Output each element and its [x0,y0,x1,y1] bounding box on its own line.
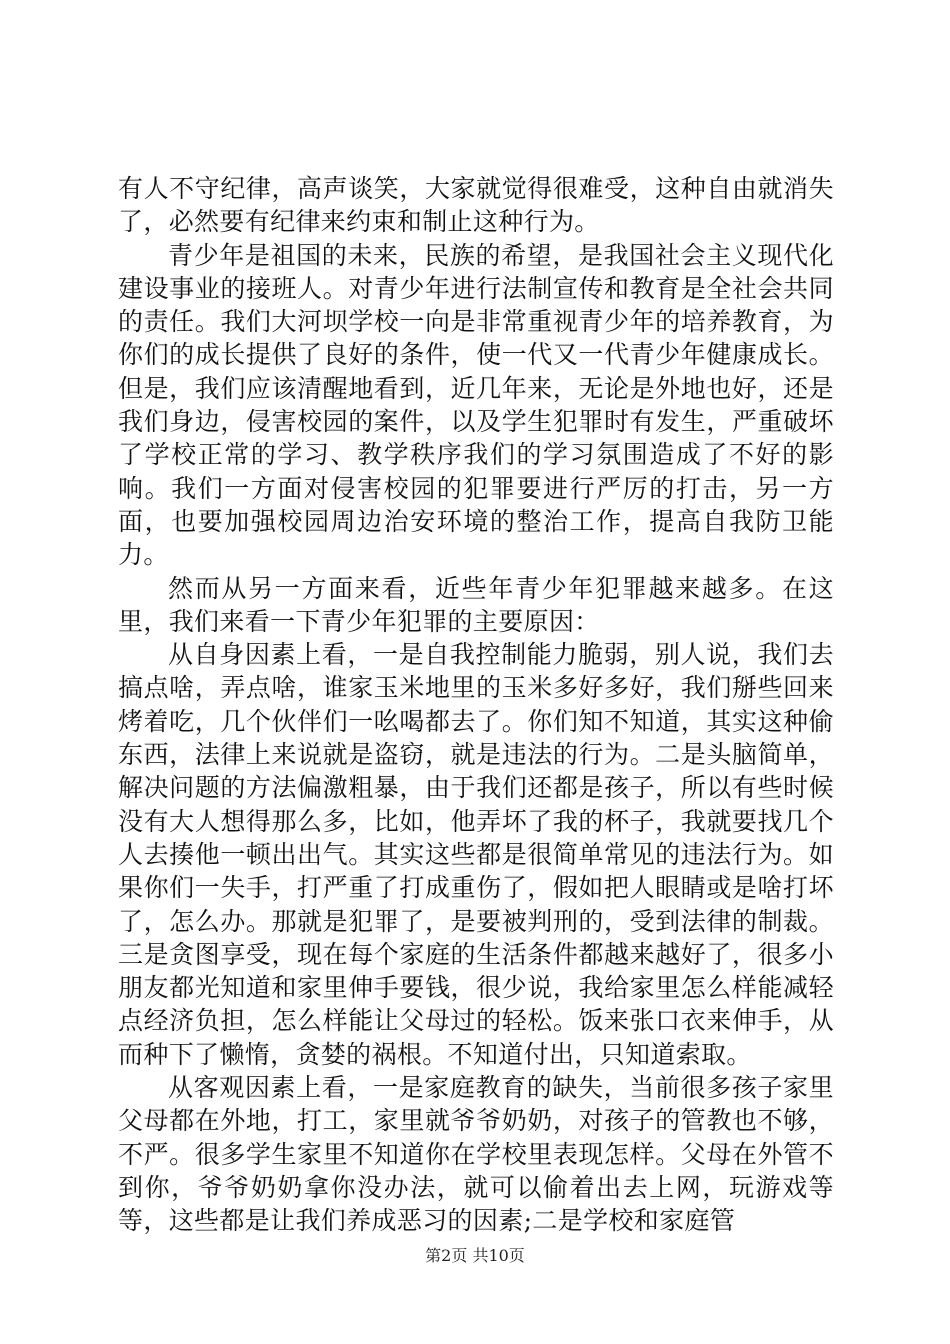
paragraph-2: 青少年是祖国的未来，民族的希望，是我国社会主义现代化建设事业的接班人。对青少年进行法制宣传和教育是全社会共同的责任。我们大河坝学校一向是非常重视青少年的培养教育，为你们的成长提供了良好的条件，使一代又一代青少年健康成长。但是，我们应该清醒地看到，近几年来，无论是外地也好，还是我们身边，侵害校园的案件，以及学生犯罪时有发生，严重破坏了学校正常的学习、教学秩序我们的学习氛围造成了不好的影响。我们一方面对侵害校园的犯罪要进行严厉的打击，另一方面，也要加强校园周边治安环境的整治工作，提高自我防卫能力。 [118,240,834,570]
paragraph-3: 然而从另一方面来看，近些年青少年犯罪越来越多。在这里，我们来看一下青少年犯罪的主要原因： [118,573,834,636]
paragraph-1: 有人不守纪律，高声谈笑，大家就觉得很难受，这种自由就消失了，必然要有纪律来约束和制止这种行为。 [118,174,834,237]
paragraph-4: 从自身因素上看，一是自我控制能力脆弱，别人说，我们去搞点啥，弄点啥，谁家玉米地里的玉米多好多好，我们掰些回来烤着吃，几个伙伴们一吆喝都去了。你们知不知道，其实这种偷东西，法律上来说就是盗窃，就是违法的行为。二是头脑简单，解决问题的方法偏激粗暴，由于我们还都是孩子，所以有些时候没有大人想得那么多，比如，他弄坏了我的杯子，我就要找几个人去揍他一顿出出气。其实这些都是很简单常见的违法行为。如果你们一失手，打严重了打成重伤了，假如把人眼睛或是啥打坏了，怎么办。那就是犯罪了，是要被判刑的，受到法律的制裁。三是贪图享受，现在每个家庭的生活条件都越来越好了，很多小朋友都光知道和家里伸手要钱，很少说，我给家里怎么样能减轻点经济负担，怎么样能让父母过的轻松。饭来张口衣来伸手，从而种下了懒惰，贪婪的祸根。不知道付出，只知道索取。 [118,640,834,1069]
document-body [118,172,834,1238]
page-number-footer: 第2页 共10页 [425,1246,525,1265]
paragraph-5: 从客观因素上看，一是家庭教育的缺失，当前很多孩子家里父母都在外地，打工，家里就爷爷奶奶，对孩子的管教也不够，不严。很多学生家里不知道你在学校里表现怎样。父母在外管不到你，爷爷奶奶拿你没办法，就可以偷着出去上网，玩游戏等等，这些都是让我们养成恶习的因素;二是学校和家庭管 [118,1073,834,1236]
